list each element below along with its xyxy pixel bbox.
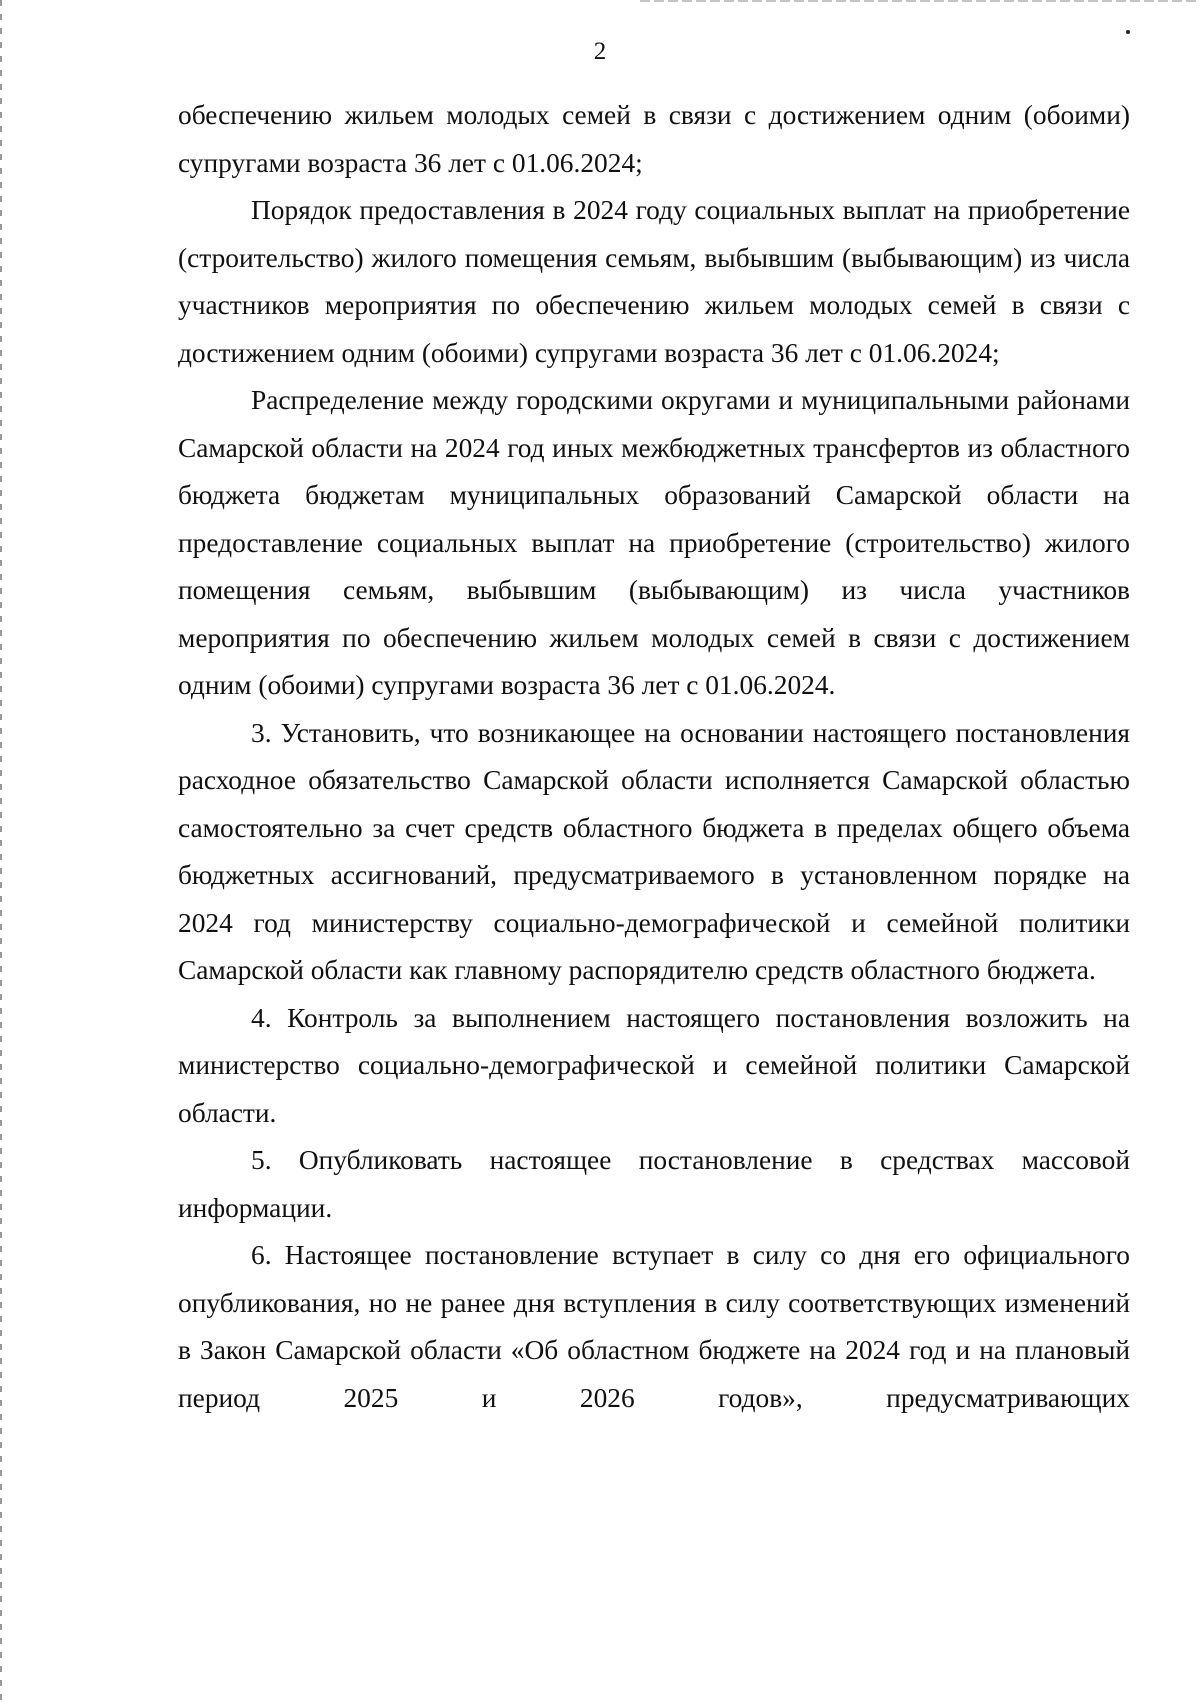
scan-speck [1126, 30, 1130, 34]
paragraph-item-3: 3. Установить, что возникающее на основании настоящего постановления расходное обязательство Самарской области исполняется Самарской областью самостоятельно за счет средств областного бюджета в пределах общего объема бюджетных ассигнований, предусматриваемого в установленном порядке на 2024 год министерству социально-демографической и семейной политики Самарской области как главному распорядителю средств областного бюджета. [178, 717, 1130, 985]
scan-edge-top [640, 0, 1200, 2]
paragraph-procedure: Порядок предоставления в 2024 году социальных выплат на приобретение (строительство) жилого помещения семьям, выбывшим (выбывающим) из числа участников мероприятия по обеспечению жильем молодых семей в связи с достижением одним (обоими) супругами возраста 36 лет с 01.06.2024; [178, 195, 1130, 368]
scan-edge-left [0, 0, 2, 1708]
page-number: 2 [593, 38, 607, 65]
paragraph-continuation: обеспечению жильем молодых семей в связи с достижением одним (обоими) супругами возраста 36 лет с 01.06.2024; [178, 100, 1130, 178]
paragraph-item-5: 5. Опубликовать настоящее постановление в средствах массовой информации. [178, 1145, 1130, 1223]
paragraph-distribution: Распределение между городскими округами и муниципальными районами Самарской области на 2024 год иных межбюджетных трансфертов из областного бюджета бюджетам муниципальных образований Самарской области на предоставление социальных выплат на приобретение (строительство) жилого помещения семьям, выбывшим (выбывающим) из числа участников мероприятия по обеспечению жильем молодых семей в связи с достижением одним (обоими) супругами возраста 36 лет с 01.06.2024. [178, 385, 1130, 700]
paragraph-item-4: 4. Контроль за выполнением настоящего постановления возложить на министерство социально-демографической и семейной политики Самарской области. [178, 1002, 1130, 1128]
paragraph-item-6: 6. Настоящее постановление вступает в силу со дня его официального опубликования, но не ранее дня вступления в силу соответствующих изменений в Закон Самарской области «Об областном бюджете на 2024 год и на плановый период 2025 и 2026 годов», предусматривающих [178, 1240, 1130, 1413]
document-body [178, 92, 1130, 1422]
